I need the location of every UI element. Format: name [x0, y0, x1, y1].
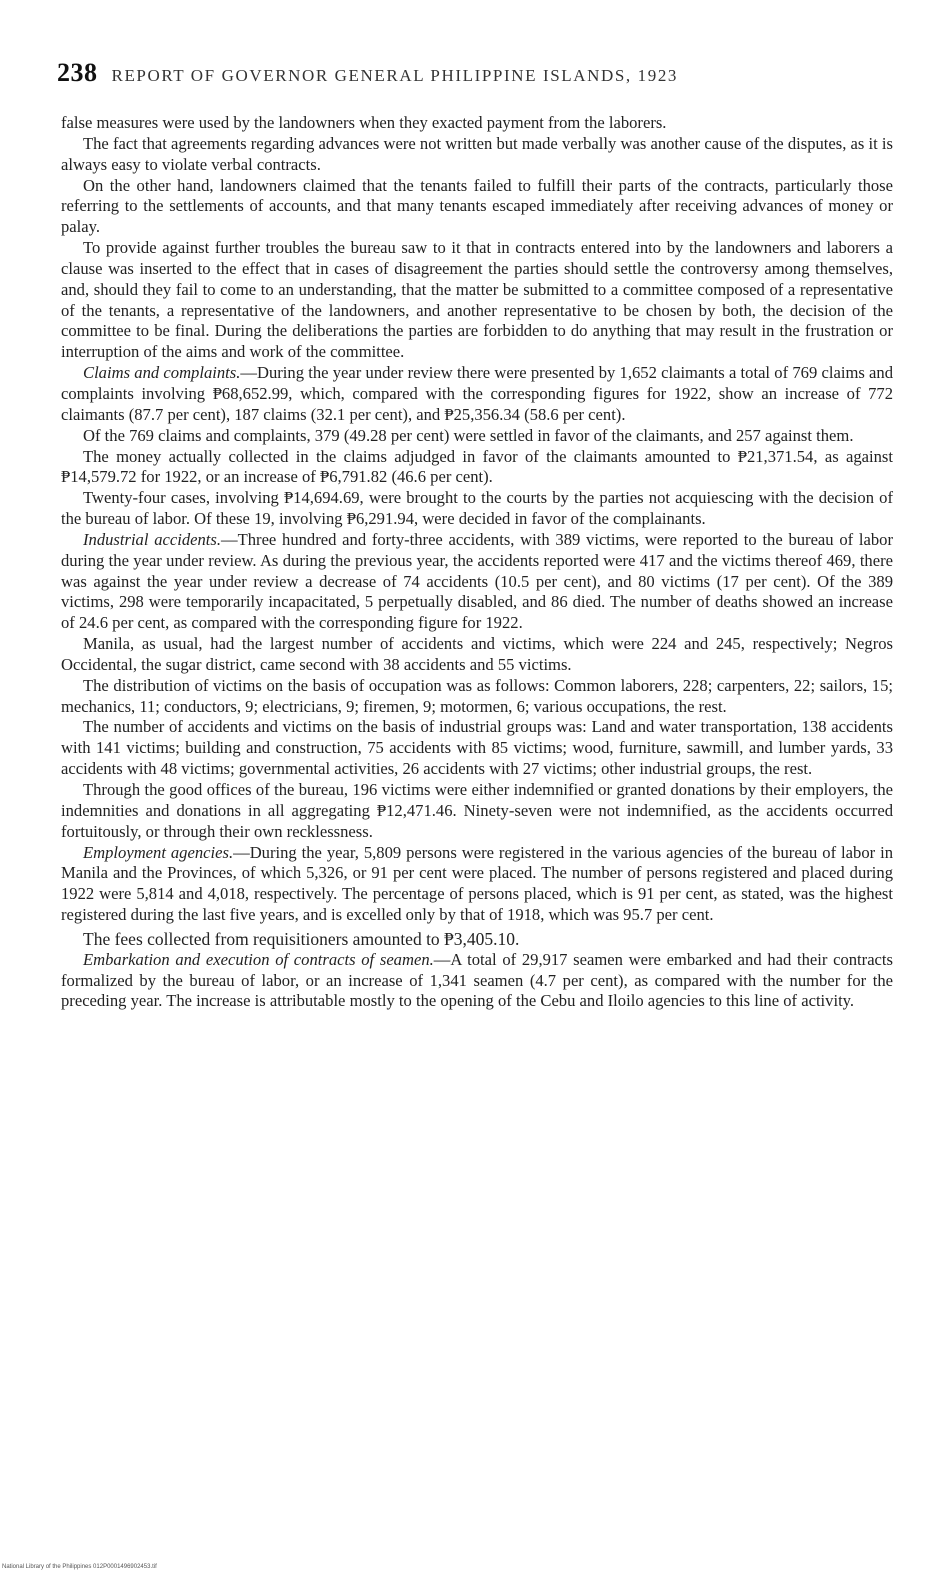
page-number: 238: [57, 58, 98, 87]
paragraph: To provide against further troubles the bureau saw to it that in contracts entered into by the landowners and laborers a clause was inserted to the effect that in cases of disagreement the parties should settle the controversy among themselves, and, should they fail to come to an understanding, that the matter be submitted to a committee composed of a representative of the tenants, a representative of the landowners, and another representative to be chosen by both, the decision of the committee to be final. During the deliberations the parties are forbidden to do anything that may result in the frustration or interruption of the aims and work of the committee.: [61, 238, 893, 362]
paragraph: The fees collected from requisitioners amounted to ₱3,405.10.: [83, 928, 520, 949]
section-heading: Embarkation and execution of contracts of seamen.: [83, 949, 434, 969]
paragraph: Of the 769 claims and complaints, 379 (49.28 per cent) were settled in favor of the claimants, and 257 against them.: [83, 425, 854, 445]
section-heading: Industrial accidents.: [83, 529, 222, 549]
running-title: REPORT OF GOVERNOR GENERAL PHILIPPINE ISLANDS, 1923: [111, 66, 679, 85]
page-header: [57, 58, 897, 88]
paragraph-claims: Claims and complaints.—During the year under review there were presented by 1,652 claimants a total of 769 claims and complaints involving ₱68,652.99, which, compared with the corresponding figures for 1922, show an increase of 772 claimants (87.7 per cent), 187 claims (32.1 per cent), and ₱25,356.34 (58.6 per cent).: [61, 363, 894, 424]
section-heading: Employment agencies.: [83, 842, 234, 862]
paragraph: On the other hand, landowners claimed that the tenants failed to fulfill their parts of the contracts, particularly those referring to the settlements of accounts, and that many tenants escaped immediately after receiving advances of money or palay.: [61, 175, 893, 237]
paragraph: Through the good offices of the bureau, 196 victims were either indemnified or granted donations by their employers, the indemnities and donations in all aggregating ₱12,471.46. Ninety-seven were not indemnified, as the accidents occurred fortuitously, or through their own recklessness.: [61, 780, 893, 841]
scan-source-footer: National Library of the Philippines 012P0001496902453.tif: [2, 1564, 157, 1570]
section-heading: Claims and complaints.: [83, 363, 241, 383]
paragraph-accidents: Industrial accidents.—Three hundred and forty-three accidents, with 389 victims, were reported to the bureau of labor during the year under review. As during the previous year, the accidents reported were 417 and the victims thereof 469, there was against the year under review a decrease of 74 accidents (10.5 per cent), and 80 victims (17 per cent). Of the 389 victims, 298 were temporarily incapacitated, 5 perpetually disabled, and 86 died. The number of deaths showed an increase of 24.6 per cent, as compared with the corresponding figure for 1922.: [61, 529, 893, 633]
paragraph: Manila, as usual, had the largest number of accidents and victims, which were 224 and 245, respectively; Negros Occidental, the sugar district, came second with 38 accidents and 55 victims.: [61, 634, 893, 674]
paragraph: The fact that agreements regarding advances were not written but made verbally was another cause of the disputes, as it is always easy to violate verbal contracts.: [61, 133, 893, 174]
paragraph-seamen: Embarkation and execution of contracts of seamen.—A total of 29,917 seamen were embarked and had their contracts formalized by the bureau of labor, or an increase of 1,341 seamen (4.7 per cent), as compared with the number for the preceding year. The increase is attributable mostly to the opening of the Cebu and Iloilo agencies to this line of activity.: [61, 949, 893, 1011]
paragraph: The distribution of victims on the basis of occupation was as follows: Common laborers, 228; carpenters, 22; sailors, 15; mechanics, 11; conductors, 9; electricians, 9; firemen, 9; motormen, 6; various occupations, the rest.: [61, 675, 893, 716]
body-text: [61, 113, 893, 1012]
paragraph: false measures were used by the landowners when they exacted payment from the laborers.: [61, 113, 667, 132]
paragraph: Twenty-four cases, involving ₱14,694.69, were brought to the courts by the parties not acquiescing with the decision of the bureau of labor. Of these 19, involving ₱6,291.94, were decided in favor of the complainants.: [61, 488, 893, 529]
paragraph: The number of accidents and victims on the basis of industrial groups was: Land and water transportation, 138 accidents with 141 victims; building and construction, 75 accidents with 85 victims; wood, furniture, sawmill, and lumber yards, 33 accidents with 48 victims; governmental activities, 26 accidents with 27 victims; other industrial groups, the rest.: [61, 717, 893, 779]
paragraph-employment: Employment agencies.—During the year, 5,809 persons were registered in the various agencies of the bureau of labor in Manila and the Provinces, of which 5,326, or 91 per cent were placed. The number of persons registered and placed during 1922 were 5,814 and 4,018, respectively. The percentage of persons placed, which is 91 per cent, as stated, was the highest registered during the last five years, and is excelled only by that of 1918, which was 95.7 per cent.: [61, 842, 893, 925]
paragraph: The money actually collected in the claims adjudged in favor of the claimants amounted to ₱21,371.54, as against ₱14,579.72 for 1922, or an increase of ₱6,791.82 (46.6 per cent).: [61, 446, 893, 487]
